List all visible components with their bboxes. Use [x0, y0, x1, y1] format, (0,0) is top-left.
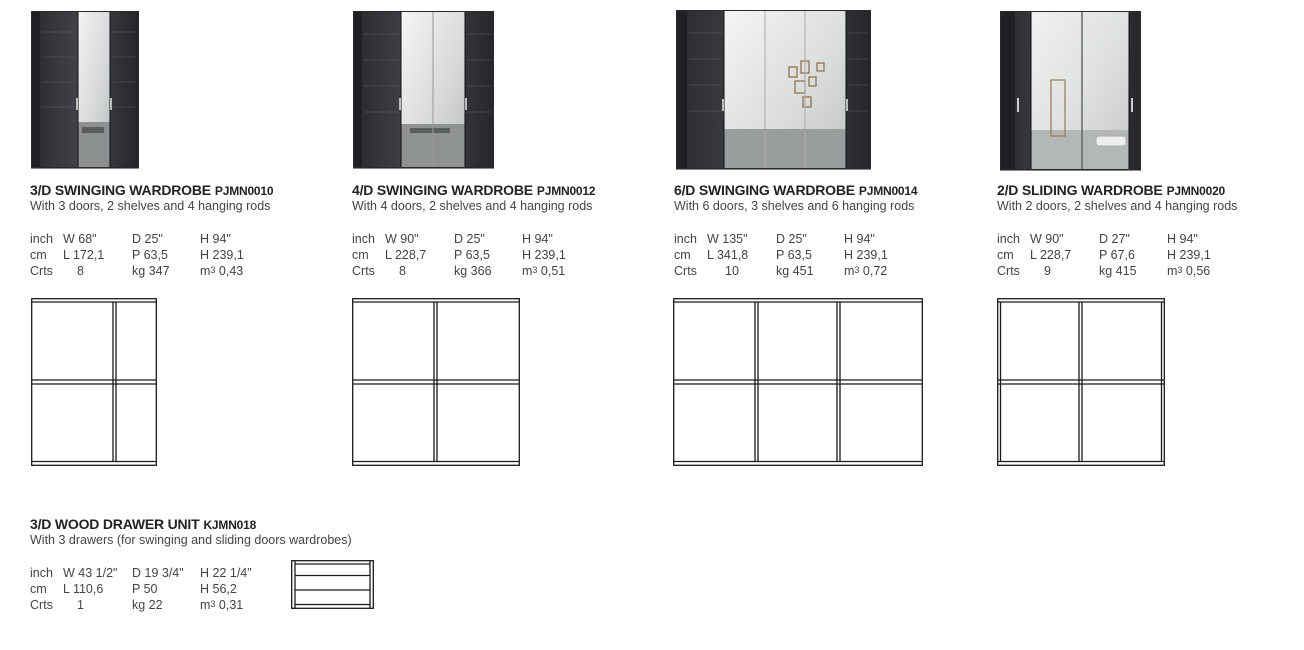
- spec-length: L 341,8: [707, 248, 749, 262]
- wardrobe-photo-sliding: [1000, 11, 1141, 170]
- spec-weight: kg 451: [776, 264, 814, 278]
- spec-row-inch: [30, 565, 290, 581]
- spec-length: L 228,7: [1030, 248, 1072, 262]
- spec-label: Crts: [352, 264, 375, 278]
- spec-row-crts: [997, 263, 1257, 279]
- spec-height: H 239,1: [522, 248, 566, 262]
- spec-row-crts: [674, 263, 934, 279]
- spec-row-cm: [30, 581, 290, 597]
- spec-row-crts: [30, 597, 290, 613]
- spec-label: inch: [997, 232, 1020, 246]
- spec-crates: 10: [725, 264, 739, 278]
- spec-height: H 239,1: [844, 248, 888, 262]
- spec-table: [997, 231, 1257, 279]
- spec-table: [30, 231, 290, 279]
- spec-row-inch: [30, 231, 290, 247]
- product-code: PJMN0020: [1166, 184, 1226, 198]
- spec-label: inch: [352, 232, 375, 246]
- spec-volume: $m^3$ 0,72: [844, 264, 888, 278]
- spec-label: Crts: [30, 598, 53, 612]
- spec-row-cm: [352, 247, 612, 263]
- spec-weight: kg 366: [454, 264, 492, 278]
- spec-label: inch: [30, 232, 53, 246]
- spec-height: H 94": [200, 232, 231, 246]
- product-name: 6/D SWINGING WARDROBE: [674, 182, 855, 198]
- spec-row-cm: [674, 247, 934, 263]
- spec-width: W 90": [385, 232, 419, 246]
- front-elevation-sliding: [997, 298, 1165, 466]
- product-description: With 3 drawers (for swinging and sliding doors wardrobes): [30, 533, 352, 547]
- front-elevation-4-door: [352, 298, 520, 466]
- spec-label: inch: [30, 566, 53, 580]
- spec-width: W 43 1/2": [63, 566, 118, 580]
- spec-width: W 68": [63, 232, 97, 246]
- product-code: PJMN0014: [858, 184, 918, 198]
- product-code: PJMN0010: [214, 184, 274, 198]
- spec-length: L 172,1: [63, 248, 105, 262]
- spec-label: cm: [997, 248, 1014, 262]
- spec-label: Crts: [997, 264, 1020, 278]
- product-title: [30, 182, 273, 198]
- spec-label: cm: [352, 248, 369, 262]
- spec-length: L 110,6: [63, 582, 104, 596]
- spec-depth: D 25": [454, 232, 485, 246]
- spec-table: [352, 231, 612, 279]
- product-code: PJMN0012: [536, 184, 596, 198]
- front-elevation-6-door: [673, 298, 923, 466]
- spec-height: H 239,1: [200, 248, 244, 262]
- product-name: 3/D WOOD DRAWER UNIT: [30, 516, 200, 532]
- spec-volume: $m^3$ 0,31: [200, 598, 244, 612]
- spec-label: Crts: [674, 264, 697, 278]
- spec-volume: $m^3$ 0,56: [1167, 264, 1211, 278]
- front-elevation-drawer-unit: [291, 560, 374, 609]
- spec-depth: P 63,5: [454, 248, 490, 262]
- spec-row-inch: [674, 231, 934, 247]
- spec-label: inch: [674, 232, 697, 246]
- spec-crates: 1: [77, 598, 84, 612]
- spec-depth: D 25": [132, 232, 163, 246]
- front-elevation-3-door: [31, 298, 157, 466]
- spec-depth: P 63,5: [776, 248, 812, 262]
- spec-depth: D 27": [1099, 232, 1130, 246]
- spec-depth: D 19 3/4": [132, 566, 184, 580]
- spec-height: H 94": [1167, 232, 1198, 246]
- spec-volume: $m^3$ 0,51: [522, 264, 566, 278]
- product-name: 4/D SWINGING WARDROBE: [352, 182, 533, 198]
- spec-weight: kg 347: [132, 264, 170, 278]
- spec-row-inch: [352, 231, 612, 247]
- spec-label: cm: [30, 582, 47, 596]
- product-title: [997, 182, 1225, 198]
- spec-weight: kg 415: [1099, 264, 1137, 278]
- product-description: With 3 doors, 2 shelves and 4 hanging rods: [30, 199, 271, 213]
- product-name: 3/D SWINGING WARDROBE: [30, 182, 211, 198]
- product-title: [30, 516, 256, 532]
- spec-height: H 56,2: [200, 582, 237, 596]
- product-description: With 6 doors, 3 shelves and 6 hanging rods: [674, 199, 915, 213]
- spec-crates: 8: [77, 264, 84, 278]
- spec-depth: P 67,6: [1099, 248, 1135, 262]
- spec-label: cm: [674, 248, 691, 262]
- spec-row-crts: [30, 263, 290, 279]
- spec-width: W 90": [1030, 232, 1064, 246]
- product-title: [352, 182, 595, 198]
- spec-width: W 135": [707, 232, 748, 246]
- spec-row-inch: [997, 231, 1257, 247]
- spec-row-cm: [997, 247, 1257, 263]
- spec-table: [30, 565, 290, 613]
- spec-depth: P 63,5: [132, 248, 168, 262]
- product-description: With 2 doors, 2 shelves and 4 hanging rods: [997, 199, 1238, 213]
- spec-weight: kg 22: [132, 598, 163, 612]
- wardrobe-photo-6-door: [676, 10, 871, 169]
- spec-height: H 94": [522, 232, 553, 246]
- spec-row-crts: [352, 263, 612, 279]
- product-code: KJMN018: [203, 518, 257, 532]
- spec-label: cm: [30, 248, 47, 262]
- spec-depth: P 50: [132, 582, 158, 596]
- spec-height: H 239,1: [1167, 248, 1211, 262]
- spec-table: [674, 231, 934, 279]
- spec-row-cm: [30, 247, 290, 263]
- spec-crates: 8: [399, 264, 406, 278]
- spec-label: Crts: [30, 264, 53, 278]
- product-title: [674, 182, 917, 198]
- spec-length: L 228,7: [385, 248, 427, 262]
- spec-crates: 9: [1044, 264, 1051, 278]
- wardrobe-photo-3-door: [31, 11, 139, 168]
- spec-height: H 94": [844, 232, 875, 246]
- product-description: With 4 doors, 2 shelves and 4 hanging rods: [352, 199, 593, 213]
- product-name: 2/D SLIDING WARDROBE: [997, 182, 1163, 198]
- wardrobe-photo-4-door: [353, 11, 494, 168]
- spec-volume: $m^3$ 0,43: [200, 264, 244, 278]
- spec-height: H 22 1/4": [200, 566, 252, 580]
- spec-depth: D 25": [776, 232, 807, 246]
